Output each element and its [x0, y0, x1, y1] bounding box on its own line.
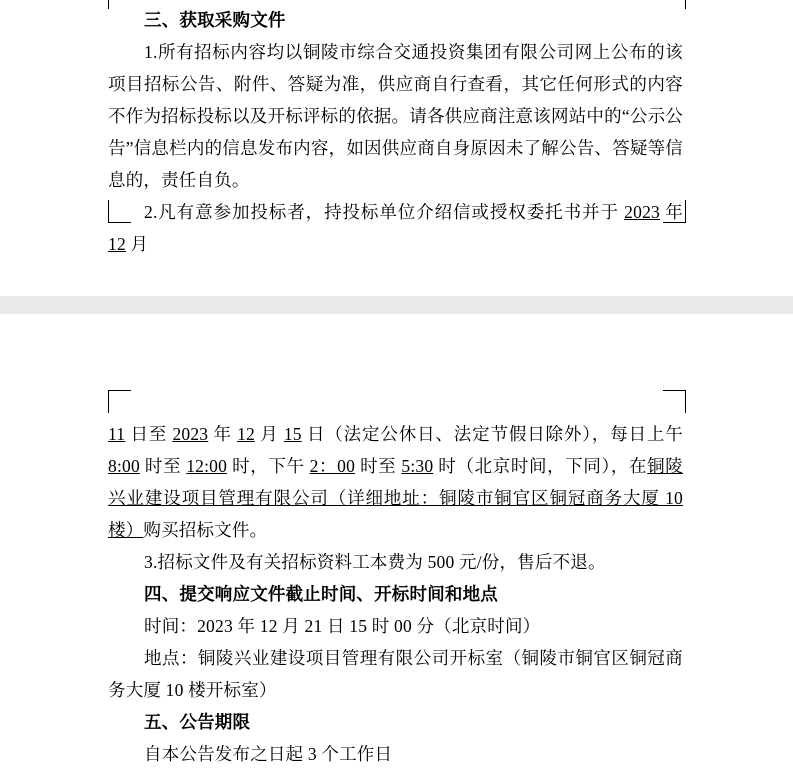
paragraph-announcement-period: 自本公告发布之日起 3 个工作日 [144, 744, 393, 764]
document-page-bottom [0, 314, 793, 764]
page-separator-gap [0, 296, 793, 314]
paragraph-item-2-tail: 月 [125, 234, 149, 254]
paragraph-location: 地点：铜陵兴业建设项目管理有限公司开标室（铜陵市铜官区铜冠商务大厦 10 楼开标室） [108, 648, 683, 700]
text-seg-9: 购买招标文件。 [143, 520, 268, 540]
text-seg-2: 年 [208, 424, 238, 444]
document-page-top [0, 0, 793, 296]
day-15-underline: 15 [283, 424, 302, 444]
paragraph-item-2 [108, 196, 683, 260]
paragraph-item-1: 1.所有招标内容均以铜陵市综合交通投资集团有限公司网上公布的该项目招标公告、附件、答疑为准，供应商自行查看，其它任何形式的内容不作为招标投标以及开标评标的依据。请各供应商注意该网站中的“公示公告”信息栏内的信息发布内容，如因供应商自身原因未了解公告、答疑等信息的，责任自负。 [108, 42, 683, 190]
day-11-underline: 11 [108, 424, 126, 444]
crop-mark-top-left-2 [108, 390, 131, 413]
text-seg-5: 时至 [139, 456, 187, 476]
time-1200-underline: 12:00 [186, 456, 228, 476]
time-200-underline: 2：00 [309, 456, 356, 476]
time-800-underline: 8:00 [108, 456, 140, 476]
paragraph-deadline-time: 时间：2023 年 12 月 21 日 15 时 00 分（北京时间） [144, 616, 541, 636]
paragraph-continuation [108, 418, 683, 546]
paragraph-item-2-mid: 年 [659, 202, 683, 222]
month-12-underline: 12 [108, 234, 126, 254]
year-2023-underline-2: 2023 [172, 424, 209, 444]
company-address-underline: 铜陵兴业建设项目管理有限公司（详细地址：铜陵市铜官区铜冠商务大厦 10 楼） [108, 456, 683, 540]
section-heading-three: 三、获取采购文件 [144, 10, 286, 30]
text-seg-3: 月 [254, 424, 284, 444]
text-seg-6: 时，下午 [227, 456, 310, 476]
month-12-underline-2: 12 [237, 424, 255, 444]
text-seg-1: 日至 [125, 424, 173, 444]
section-heading-five: 五、公告期限 [144, 712, 251, 732]
text-seg-8: 时（北京时间，下同），在 [433, 456, 648, 476]
time-530-underline: 5:30 [401, 456, 434, 476]
paragraph-item-2-lead: 2.凡有意参加投标者，持投标单位介绍信或授权委托书并于 [144, 202, 625, 222]
text-seg-4: 日（法定公休日、法定节假日除外），每日上午 [301, 424, 683, 444]
paragraph-item-3: 3.招标文件及有关招标资料工本费为 500 元/份，售后不退。 [144, 552, 606, 572]
crop-mark-top-right-2 [663, 390, 686, 413]
page-top-text-body [108, 4, 683, 260]
text-seg-7: 时至 [355, 456, 402, 476]
section-heading-four: 四、提交响应文件截止时间、开标时间和地点 [144, 584, 498, 604]
year-2023-underline: 2023 [624, 202, 660, 222]
page-bottom-text-body [108, 418, 683, 770]
